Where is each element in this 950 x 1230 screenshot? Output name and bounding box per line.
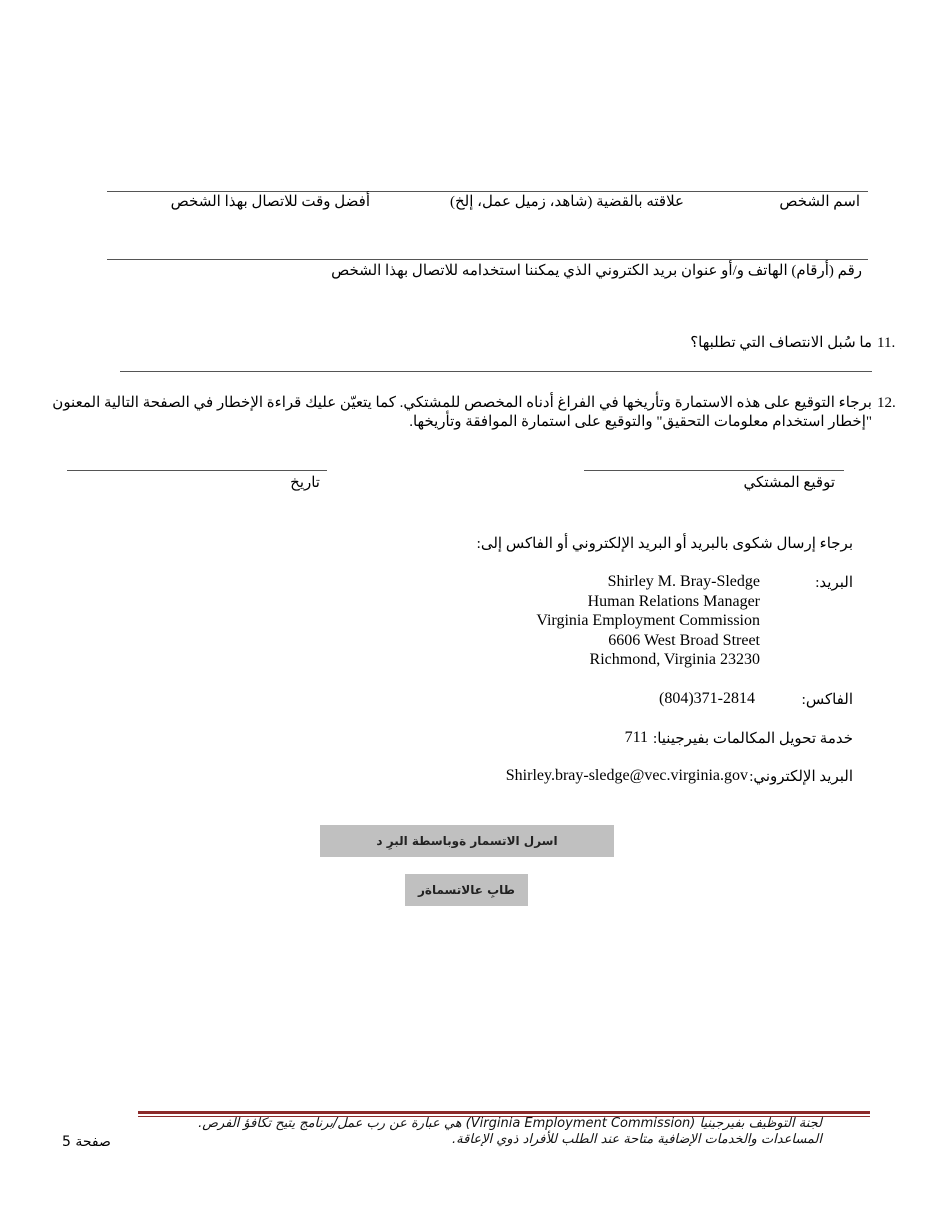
question-11-text: ما سُبل الانتصاف التي تطلبها؟ [690, 335, 872, 351]
address-line: 6606 West Broad Street [608, 631, 760, 649]
person-name-label: اسم الشخص [779, 194, 860, 210]
phone-email-label: رقم (أرقام) الهاتف و/أو عنوان بريد الكتروني الذي يمكننا استخدامه للاتصال بهذا الشخص [331, 263, 862, 279]
address-line: Shirley M. Bray-Sledge [607, 573, 760, 590]
complainant-signature-label: توقيع المشتكي [743, 475, 835, 491]
question-12-line1: برجاء التوقيع على هذه الاستمارة وتأريخها في الفراغ أدناه المخصص للمشتكي. كما يتعيّن عليك قراءة الإخطار في الصفحة التالية المعنون [52, 395, 872, 411]
footer-line-2: المساعدات والخدمات الإضافية متاحة عند الطلب للأفراد ذوي الإعاقة. [452, 1132, 822, 1147]
contact-phone-line[interactable] [107, 259, 868, 260]
remedy-answer-line[interactable] [120, 371, 872, 372]
print-form-button[interactable]: طابِ عالاتسماةر [405, 874, 528, 906]
page-number: صفحة 5 [62, 1134, 111, 1150]
complainant-signature-line[interactable] [584, 470, 844, 471]
best-time-label: أفضل وقت للاتصال بهذا الشخص [170, 194, 370, 210]
relay-value: 711 [624, 729, 648, 746]
submit-intro: برجاء إرسال شكوى بالبريد أو البريد الإلكتروني أو الفاكس إلى: [476, 536, 853, 552]
address-line: Richmond, Virginia 23230 [589, 651, 760, 669]
fax-value: (804)371-2814 [659, 690, 755, 707]
relation-label: علاقته بالقضية (شاهد، زميل عمل، إلخ) [449, 194, 684, 210]
relay-label: خدمة تحويل المكالمات بفيرجينيا: [653, 731, 853, 747]
address-line: Virginia Employment Commission [536, 612, 760, 630]
date-label: تاريخ [290, 475, 320, 491]
email-form-button[interactable]: اسرل الاتسمار ةوباسطة البرِ د [320, 825, 614, 857]
footer-line-1: لجنة التوظيف بفيرجينيا (Virginia Employment Commission) هي عبارة عن رب عمل/برنامج يتيح تكافؤ الفرص. [198, 1116, 822, 1131]
address-line: Human Relations Manager [587, 592, 760, 610]
footer-text [142, 1116, 822, 1148]
mail-address [536, 572, 760, 670]
question-11-number: 11. [877, 335, 896, 351]
email-label: البريد الإلكتروني: [749, 769, 853, 785]
email-value[interactable]: Shirley.bray-sledge@vec.virginia.gov [505, 767, 748, 784]
mail-label: البريد: [815, 575, 853, 591]
footer-divider [138, 1111, 870, 1114]
fax-label: الفاكس: [801, 692, 853, 708]
question-12-number: 12. [877, 395, 896, 411]
date-line[interactable] [67, 470, 327, 471]
question-12-line2: "إخطار استخدام معلومات التحقيق" والتوقيع على استمارة الموافقة وتأريخها. [409, 414, 872, 430]
